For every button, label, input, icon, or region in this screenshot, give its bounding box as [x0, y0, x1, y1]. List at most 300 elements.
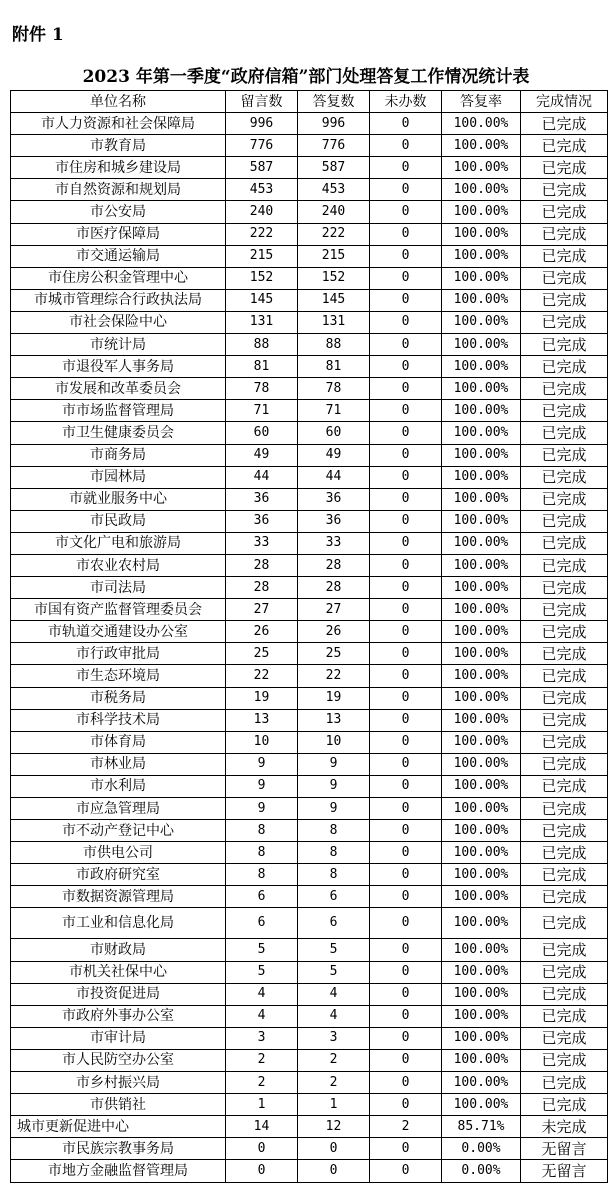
status-cell: 已完成: [521, 554, 608, 576]
status-cell: 已完成: [521, 334, 608, 356]
replies-cell: 12: [298, 1116, 370, 1138]
messages-cell: 9: [226, 798, 298, 820]
messages-cell: 88: [226, 334, 298, 356]
messages-cell: 0: [226, 1138, 298, 1160]
status-cell: 已完成: [521, 179, 608, 201]
replies-cell: 33: [298, 532, 370, 554]
table-row: [11, 334, 608, 356]
pending-cell: 0: [370, 1160, 442, 1182]
unit-name-cell: 市政府研究室: [11, 864, 226, 886]
reply-rate-cell: 100.00%: [442, 1094, 521, 1116]
replies-cell: 8: [298, 864, 370, 886]
status-cell: 已完成: [521, 1072, 608, 1094]
status-cell: 已完成: [521, 400, 608, 422]
unit-name-cell: 市卫生健康委员会: [11, 422, 226, 444]
reply-rate-cell: 100.00%: [442, 201, 521, 223]
unit-name-cell: 市科学技术局: [11, 709, 226, 731]
unit-name-cell: 城市更新促进中心: [11, 1116, 226, 1138]
pending-cell: 0: [370, 223, 442, 245]
table-row: [11, 775, 608, 797]
table-row: [11, 577, 608, 599]
messages-cell: 28: [226, 554, 298, 576]
messages-cell: 0: [226, 1160, 298, 1182]
unit-name-cell: 市地方金融监督管理局: [11, 1160, 226, 1182]
status-cell: 已完成: [521, 267, 608, 289]
messages-cell: 44: [226, 466, 298, 488]
replies-cell: 10: [298, 731, 370, 753]
reply-rate-cell: 100.00%: [442, 709, 521, 731]
reply-rate-cell: 0.00%: [442, 1160, 521, 1182]
unit-name-cell: 市体育局: [11, 731, 226, 753]
replies-cell: 215: [298, 245, 370, 267]
unit-name-cell: 市数据资源管理局: [11, 886, 226, 908]
table-title: 2023 年第一季度“政府信箱”部门处理答复工作情况统计表: [82, 67, 530, 87]
reply-rate-cell: 100.00%: [442, 961, 521, 983]
table-row: [11, 908, 608, 939]
table-row: [11, 466, 608, 488]
messages-cell: 3: [226, 1027, 298, 1049]
replies-cell: 0: [298, 1160, 370, 1182]
status-cell: 无留言: [521, 1138, 608, 1160]
replies-cell: 4: [298, 1005, 370, 1027]
replies-cell: 26: [298, 621, 370, 643]
table-row: [11, 842, 608, 864]
unit-name-cell: 市交通运输局: [11, 245, 226, 267]
replies-cell: 2: [298, 1049, 370, 1071]
unit-name-cell: 市自然资源和规划局: [11, 179, 226, 201]
messages-cell: 9: [226, 753, 298, 775]
pending-cell: 0: [370, 961, 442, 983]
reply-rate-cell: 100.00%: [442, 179, 521, 201]
messages-cell: 8: [226, 842, 298, 864]
messages-cell: 776: [226, 135, 298, 157]
table-row: [11, 400, 608, 422]
messages-cell: 2: [226, 1049, 298, 1071]
pending-cell: 0: [370, 753, 442, 775]
unit-name-cell: 市民政局: [11, 510, 226, 532]
table-row: [11, 554, 608, 576]
pending-cell: 0: [370, 775, 442, 797]
table-row: [11, 201, 608, 223]
unit-name-cell: 市住房和城乡建设局: [11, 157, 226, 179]
replies-cell: 0: [298, 1138, 370, 1160]
table-row: [11, 1049, 608, 1071]
status-cell: 已完成: [521, 201, 608, 223]
unit-name-cell: 市政府外事办公室: [11, 1005, 226, 1027]
table-row: [11, 223, 608, 245]
reply-rate-cell: 100.00%: [442, 356, 521, 378]
table-row: [11, 1138, 608, 1160]
status-cell: 已完成: [521, 1027, 608, 1049]
reply-rate-cell: 100.00%: [442, 113, 521, 135]
table-row: [11, 687, 608, 709]
replies-cell: 88: [298, 334, 370, 356]
status-cell: 已完成: [521, 466, 608, 488]
replies-cell: 27: [298, 599, 370, 621]
reply-rate-cell: 100.00%: [442, 775, 521, 797]
unit-name-cell: 市供电公司: [11, 842, 226, 864]
status-cell: 已完成: [521, 223, 608, 245]
reply-rate-cell: 100.00%: [442, 378, 521, 400]
unit-name-cell: 市林业局: [11, 753, 226, 775]
unit-name-cell: 市机关社保中心: [11, 961, 226, 983]
replies-cell: 49: [298, 444, 370, 466]
status-cell: 已完成: [521, 665, 608, 687]
reply-rate-cell: 100.00%: [442, 753, 521, 775]
reply-rate-cell: 100.00%: [442, 577, 521, 599]
replies-cell: 22: [298, 665, 370, 687]
status-cell: 已完成: [521, 510, 608, 532]
unit-name-cell: 市应急管理局: [11, 798, 226, 820]
messages-cell: 8: [226, 820, 298, 842]
pending-cell: 0: [370, 798, 442, 820]
messages-cell: 25: [226, 643, 298, 665]
table-row: [11, 1094, 608, 1116]
table-row: [11, 157, 608, 179]
reply-rate-cell: 100.00%: [442, 1049, 521, 1071]
messages-cell: 8: [226, 864, 298, 886]
replies-cell: 81: [298, 356, 370, 378]
messages-cell: 27: [226, 599, 298, 621]
messages-cell: 49: [226, 444, 298, 466]
messages-cell: 4: [226, 1005, 298, 1027]
column-header-reply-rate: 答复率: [442, 91, 521, 113]
messages-cell: 145: [226, 289, 298, 311]
reply-rate-cell: 100.00%: [442, 311, 521, 333]
reply-rate-cell: 100.00%: [442, 422, 521, 444]
replies-cell: 1: [298, 1094, 370, 1116]
status-cell: 已完成: [521, 820, 608, 842]
status-cell: 已完成: [521, 709, 608, 731]
table-row: [11, 510, 608, 532]
status-cell: 无留言: [521, 1160, 608, 1182]
pending-cell: 0: [370, 709, 442, 731]
pending-cell: 0: [370, 687, 442, 709]
pending-cell: 0: [370, 245, 442, 267]
table-row: [11, 1027, 608, 1049]
unit-name-cell: 市住房公积金管理中心: [11, 267, 226, 289]
unit-name-cell: 市商务局: [11, 444, 226, 466]
messages-cell: 26: [226, 621, 298, 643]
replies-cell: 8: [298, 820, 370, 842]
pending-cell: 0: [370, 311, 442, 333]
pending-cell: 0: [370, 510, 442, 532]
pending-cell: 0: [370, 643, 442, 665]
replies-cell: 240: [298, 201, 370, 223]
unit-name-cell: 市农业农村局: [11, 554, 226, 576]
table-row: [11, 289, 608, 311]
reply-rate-cell: 100.00%: [442, 842, 521, 864]
pending-cell: 0: [370, 334, 442, 356]
unit-name-cell: 市生态环境局: [11, 665, 226, 687]
replies-cell: 131: [298, 311, 370, 333]
table-row: [11, 939, 608, 961]
status-cell: 已完成: [521, 1049, 608, 1071]
replies-cell: 19: [298, 687, 370, 709]
header-row: [11, 91, 608, 113]
table-row: [11, 378, 608, 400]
status-cell: 已完成: [521, 532, 608, 554]
unit-name-cell: 市行政审批局: [11, 643, 226, 665]
pending-cell: 0: [370, 1005, 442, 1027]
status-cell: 已完成: [521, 961, 608, 983]
unit-name-cell: 市发展和改革委员会: [11, 378, 226, 400]
table-row: [11, 113, 608, 135]
reply-rate-cell: 100.00%: [442, 621, 521, 643]
table-row: [11, 444, 608, 466]
unit-name-cell: 市财政局: [11, 939, 226, 961]
pending-cell: 0: [370, 1094, 442, 1116]
reply-rate-cell: 100.00%: [442, 466, 521, 488]
table-row: [11, 798, 608, 820]
status-cell: 已完成: [521, 378, 608, 400]
replies-cell: 9: [298, 798, 370, 820]
column-header-unit: 单位名称: [11, 91, 226, 113]
messages-cell: 78: [226, 378, 298, 400]
reply-rate-cell: 100.00%: [442, 798, 521, 820]
reply-rate-cell: 100.00%: [442, 157, 521, 179]
unit-name-cell: 市供销社: [11, 1094, 226, 1116]
reply-rate-cell: 100.00%: [442, 1027, 521, 1049]
messages-cell: 9: [226, 775, 298, 797]
pending-cell: 0: [370, 201, 442, 223]
table-row: [11, 532, 608, 554]
messages-cell: 36: [226, 510, 298, 532]
replies-cell: 3: [298, 1027, 370, 1049]
status-cell: 已完成: [521, 577, 608, 599]
status-cell: 已完成: [521, 939, 608, 961]
pending-cell: 0: [370, 554, 442, 576]
pending-cell: 0: [370, 422, 442, 444]
status-cell: 已完成: [521, 886, 608, 908]
table-row: [11, 820, 608, 842]
messages-cell: 152: [226, 267, 298, 289]
pending-cell: 0: [370, 1072, 442, 1094]
replies-cell: 13: [298, 709, 370, 731]
unit-name-cell: 市城市管理综合行政执法局: [11, 289, 226, 311]
table-row: [11, 1072, 608, 1094]
unit-name-cell: 市教育局: [11, 135, 226, 157]
status-cell: 已完成: [521, 488, 608, 510]
pending-cell: 0: [370, 908, 442, 939]
messages-cell: 587: [226, 157, 298, 179]
status-cell: 已完成: [521, 621, 608, 643]
pending-cell: 0: [370, 289, 442, 311]
table-row: [11, 709, 608, 731]
unit-name-cell: 市退役军人事务局: [11, 356, 226, 378]
table-row: [11, 422, 608, 444]
unit-name-cell: 市轨道交通建设办公室: [11, 621, 226, 643]
unit-name-cell: 市园林局: [11, 466, 226, 488]
replies-cell: 36: [298, 488, 370, 510]
unit-name-cell: 市国有资产监督管理委员会: [11, 599, 226, 621]
pending-cell: 0: [370, 378, 442, 400]
status-cell: 已完成: [521, 113, 608, 135]
table-row: [11, 245, 608, 267]
pending-cell: 0: [370, 1027, 442, 1049]
unit-name-cell: 市投资促进局: [11, 983, 226, 1005]
table-row: [11, 961, 608, 983]
status-cell: 已完成: [521, 983, 608, 1005]
unit-name-cell: 市税务局: [11, 687, 226, 709]
replies-cell: 4: [298, 983, 370, 1005]
messages-cell: 2: [226, 1072, 298, 1094]
unit-name-cell: 市文化广电和旅游局: [11, 532, 226, 554]
status-cell: 已完成: [521, 356, 608, 378]
reply-rate-cell: 100.00%: [442, 731, 521, 753]
unit-name-cell: 市民族宗教事务局: [11, 1138, 226, 1160]
messages-cell: 6: [226, 886, 298, 908]
status-cell: 已完成: [521, 1094, 608, 1116]
messages-cell: 5: [226, 961, 298, 983]
replies-cell: 996: [298, 113, 370, 135]
table-row: [11, 179, 608, 201]
table-row: [11, 135, 608, 157]
messages-cell: 215: [226, 245, 298, 267]
unit-name-cell: 市乡村振兴局: [11, 1072, 226, 1094]
status-cell: 已完成: [521, 798, 608, 820]
messages-cell: 22: [226, 665, 298, 687]
messages-cell: 240: [226, 201, 298, 223]
reply-rate-cell: 100.00%: [442, 245, 521, 267]
messages-cell: 71: [226, 400, 298, 422]
pending-cell: 0: [370, 157, 442, 179]
unit-name-cell: 市社会保险中心: [11, 311, 226, 333]
unit-name-cell: 市不动产登记中心: [11, 820, 226, 842]
reply-rate-cell: 100.00%: [442, 820, 521, 842]
replies-cell: 587: [298, 157, 370, 179]
reply-rate-cell: 100.00%: [442, 488, 521, 510]
reply-rate-cell: 100.00%: [442, 1072, 521, 1094]
status-cell: 已完成: [521, 687, 608, 709]
unit-name-cell: 市市场监督管理局: [11, 400, 226, 422]
status-cell: 已完成: [521, 245, 608, 267]
status-cell: 已完成: [521, 864, 608, 886]
messages-cell: 81: [226, 356, 298, 378]
column-header-replies: 答复数: [298, 91, 370, 113]
messages-cell: 19: [226, 687, 298, 709]
status-cell: 已完成: [521, 157, 608, 179]
pending-cell: 0: [370, 113, 442, 135]
reply-rate-cell: 0.00%: [442, 1138, 521, 1160]
column-header-messages: 留言数: [226, 91, 298, 113]
table-row: [11, 886, 608, 908]
table-row: [11, 356, 608, 378]
pending-cell: 0: [370, 886, 442, 908]
replies-cell: 2: [298, 1072, 370, 1094]
replies-cell: 71: [298, 400, 370, 422]
table-row: [11, 488, 608, 510]
messages-cell: 33: [226, 532, 298, 554]
reply-rate-cell: 100.00%: [442, 983, 521, 1005]
table-row: [11, 311, 608, 333]
replies-cell: 6: [298, 908, 370, 939]
messages-cell: 28: [226, 577, 298, 599]
messages-cell: 222: [226, 223, 298, 245]
unit-name-cell: 市公安局: [11, 201, 226, 223]
messages-cell: 60: [226, 422, 298, 444]
pending-cell: 0: [370, 400, 442, 422]
table-row: [11, 753, 608, 775]
messages-cell: 131: [226, 311, 298, 333]
replies-cell: 453: [298, 179, 370, 201]
reply-rate-cell: 100.00%: [442, 444, 521, 466]
replies-cell: 28: [298, 554, 370, 576]
replies-cell: 9: [298, 775, 370, 797]
table-row: [11, 665, 608, 687]
unit-name-cell: 市审计局: [11, 1027, 226, 1049]
reply-rate-cell: 100.00%: [442, 643, 521, 665]
messages-cell: 1: [226, 1094, 298, 1116]
status-cell: 已完成: [521, 1005, 608, 1027]
messages-cell: 13: [226, 709, 298, 731]
messages-cell: 10: [226, 731, 298, 753]
pending-cell: 0: [370, 267, 442, 289]
table-row: [11, 1160, 608, 1182]
pending-cell: 0: [370, 577, 442, 599]
status-cell: 已完成: [521, 842, 608, 864]
reply-rate-cell: 100.00%: [442, 532, 521, 554]
messages-cell: 453: [226, 179, 298, 201]
status-cell: 已完成: [521, 422, 608, 444]
replies-cell: 6: [298, 886, 370, 908]
replies-cell: 60: [298, 422, 370, 444]
reply-rate-cell: 100.00%: [442, 1005, 521, 1027]
pending-cell: 0: [370, 466, 442, 488]
pending-cell: 0: [370, 1138, 442, 1160]
status-cell: 已完成: [521, 775, 608, 797]
pending-cell: 0: [370, 939, 442, 961]
replies-cell: 44: [298, 466, 370, 488]
status-cell: 已完成: [521, 444, 608, 466]
pending-cell: 0: [370, 135, 442, 157]
reply-rate-cell: 100.00%: [442, 289, 521, 311]
reply-rate-cell: 100.00%: [442, 864, 521, 886]
reply-rate-cell: 100.00%: [442, 908, 521, 939]
reply-rate-cell: 100.00%: [442, 886, 521, 908]
table-row: [11, 731, 608, 753]
reply-rate-cell: 100.00%: [442, 334, 521, 356]
replies-cell: 222: [298, 223, 370, 245]
replies-cell: 25: [298, 643, 370, 665]
reply-rate-cell: 100.00%: [442, 510, 521, 532]
status-cell: 已完成: [521, 908, 608, 939]
table-body: [11, 113, 608, 1182]
pending-cell: 2: [370, 1116, 442, 1138]
reply-rate-cell: 100.00%: [442, 939, 521, 961]
replies-cell: 28: [298, 577, 370, 599]
messages-cell: 14: [226, 1116, 298, 1138]
table-row: [11, 983, 608, 1005]
replies-cell: 9: [298, 753, 370, 775]
pending-cell: 0: [370, 820, 442, 842]
reply-rate-cell: 100.00%: [442, 599, 521, 621]
pending-cell: 0: [370, 983, 442, 1005]
reply-rate-cell: 100.00%: [442, 267, 521, 289]
status-cell: 已完成: [521, 311, 608, 333]
status-cell: 已完成: [521, 599, 608, 621]
pending-cell: 0: [370, 731, 442, 753]
messages-cell: 5: [226, 939, 298, 961]
pending-cell: 0: [370, 864, 442, 886]
reply-rate-cell: 100.00%: [442, 554, 521, 576]
table-row: [11, 1116, 608, 1138]
unit-name-cell: 市人力资源和社会保障局: [11, 113, 226, 135]
table-row: [11, 621, 608, 643]
pending-cell: 0: [370, 444, 442, 466]
reply-rate-cell: 100.00%: [442, 665, 521, 687]
pending-cell: 0: [370, 179, 442, 201]
